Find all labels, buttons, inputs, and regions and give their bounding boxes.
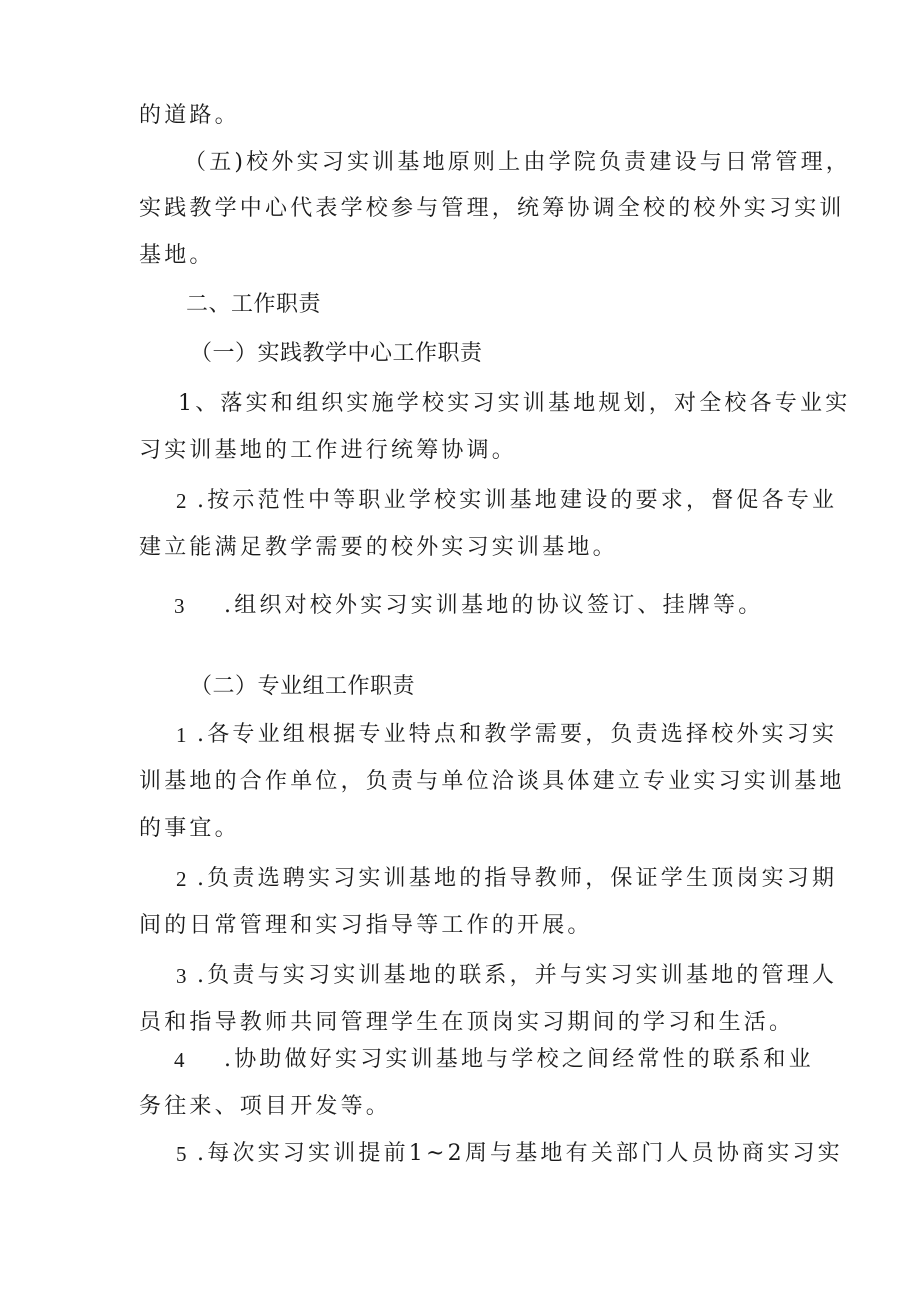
paragraph-line: 务往来、项目开发等。 [139, 1094, 392, 1119]
subsection-heading: （一）实践教学中心工作职责 [190, 341, 483, 366]
paragraph-line: 1、落实和组织实施学校实习实训基地规划，对全校各专业实 [178, 391, 851, 416]
paragraph-line: .组织对校外实习实训基地的协议签订、挂牌等。 [224, 593, 764, 618]
paragraph-line: 员和指导教师共同管理学生在顶岗实习期间的学习和生活。 [139, 1010, 795, 1035]
paragraph-line: .负责选聘实习实训基地的指导教师，保证学生顶岗实习期 [197, 866, 838, 891]
paragraph-line: 训基地的合作单位，负责与单位洽谈具体建立专业实习实训基地 [139, 769, 845, 794]
item-number: 5 [176, 1142, 187, 1166]
item-number: 2 [176, 489, 187, 513]
paragraph-line: 实践教学中心代表学校参与管理，统筹协调全校的校外实习实训 [139, 196, 845, 221]
item-number: 2 [176, 867, 187, 891]
paragraph-line: .负责与实习实训基地的联系，并与实习实训基地的管理人 [197, 963, 838, 988]
paragraph-line: 基地。 [139, 243, 215, 268]
paragraph-line: 建立能满足教学需要的校外实习实训基地。 [139, 535, 618, 560]
section-heading: 二、工作职责 [186, 292, 322, 317]
item-number: 4 [174, 1048, 185, 1072]
paragraph-line: （五)校外实习实训基地原则上由学院负责建设与日常管理， [184, 150, 851, 175]
paragraph-line: .各专业组根据专业特点和教学需要，负责选择校外实习实 [197, 722, 838, 747]
paragraph-line: 的道路。 [139, 103, 240, 128]
paragraph-line: 的事宜。 [139, 816, 240, 841]
item-number: 3 [174, 594, 185, 618]
paragraph-line: .按示范性中等职业学校实训基地建设的要求，督促各专业 [197, 488, 838, 513]
paragraph-line: .每次实习实训提前1~2周与基地有关部门人员协商实习实 [197, 1141, 843, 1166]
subsection-heading: （二）专业组工作职责 [190, 674, 416, 699]
paragraph-line: 间的日常管理和实习指导等工作的开展。 [139, 913, 593, 938]
paragraph-line: .协助做好实习实训基地与学校之间经常性的联系和业 [224, 1047, 814, 1072]
item-number: 3 [176, 964, 187, 988]
paragraph-line: 习实训基地的工作进行统筹协调。 [139, 438, 518, 463]
item-number: 1 [176, 723, 187, 747]
